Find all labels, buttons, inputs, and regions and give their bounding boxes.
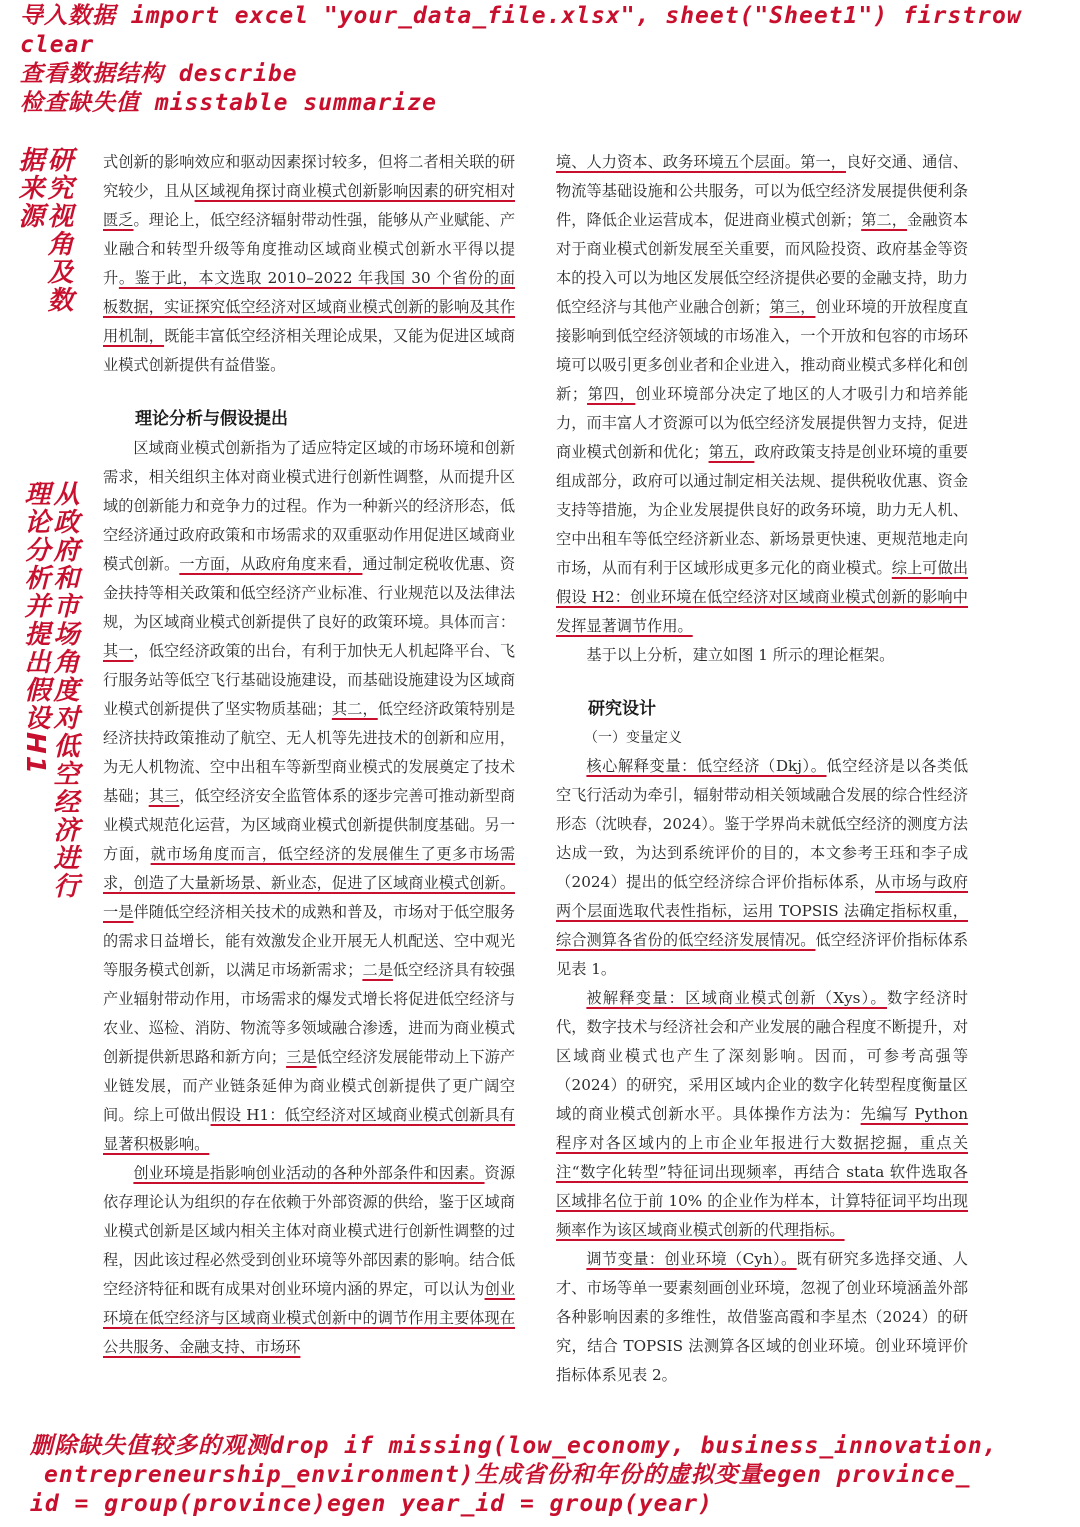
underlined-text: 被解释变量：区域商业模式创新（Xys）。	[586, 989, 887, 1007]
underlined-text: 假设 H1：低空经济对区域商业模式创新具有显著积极影响。	[103, 1106, 515, 1153]
paragraph	[556, 752, 968, 984]
text-run: 式创新的影响效应和驱动因素探讨较多，但将二者相关联的研究较少，且从	[103, 153, 515, 200]
text-run: 资源依存理论认为组织的存在依赖于外部资源的供给，鉴于区域商业模式创新是区域内相关主体对商业模式进行创新性调整的过程，因此该过程必然受到创业环境等外部因素的影响。结合低空经济特征和既有成果对创业环境内涵的界定，可以认为	[103, 1164, 516, 1298]
side-annotation-hypothesis: 从政府和市场角度对低空经济进行理论分析并提出假设H1	[20, 480, 79, 900]
side-annotation-research: 研究视角及数据来源	[14, 146, 73, 314]
top-annotation	[20, 2, 1022, 118]
text-run: 低空经济具有较强产业辐射带动作用，市场需求的爆发式增长将促进低空经济与农业、巡检、消防、物流等多领域融合渗透，进而为商业模式创新提供新思路和新方向；	[103, 961, 516, 1066]
text-run: 政府政策支持是创业环境的重要组成部分，政府可以通过制定相关法规、提供税收优惠、资金支持等措施，为企业发展提供良好的政务环境，助力无人机、空中出租车等低空经济新业态、新场景更快速、更规范地走向市场，从而有利于区域形成更多元化的商业模式。	[556, 443, 969, 577]
annotation-line: clear	[20, 32, 95, 58]
text-run: 创业环境的开放程度直接影响到低空经济领域的市场准入，一个开放和包容的市场环境可以吸引更多创业者和企业进入，推动商业模式多样化和创新；	[556, 298, 969, 403]
annotation-line: id = group(province)egen year_id = group(year)	[30, 1491, 713, 1517]
underlined-text: 综上可做出假设 H2：创业环境在低空经济对区域商业模式创新的影响中发挥显著调节作用。	[556, 559, 969, 635]
annotation-line: 查看数据结构 describe	[20, 61, 298, 87]
right-column	[556, 148, 968, 1390]
subsection-heading: （一）变量定义	[584, 730, 682, 746]
underlined-text: 调节变量：创业环境（Cyh）。	[586, 1250, 797, 1268]
text-run: 区域商业模式创新指为了适应特定区域的市场环境和创新需求，相关组织主体对商业模式进行创新性调整，从而提升区域的创新能力和竞争力的过程。作为一种新兴的经济形态，低空经济通过政府政策和市场需求的双重驱动作用促进区域商业模式创新。	[103, 439, 515, 573]
underlined-text: 二是	[362, 961, 393, 979]
text-run: 既能丰富低空经济相关理论成果，又能为促进区域商业模式创新提供有益借鉴。	[103, 327, 516, 374]
text-run: 通过制定税收优惠、资金扶持等相关政策和低空经济产业标准、行业规范以及法律法规，为区域商业模式创新提供了良好的政策环境。具体而言：	[103, 555, 516, 631]
text-run: 既有研究多选择交通、人才、市场等单一要素刻画创业环境，忽视了创业环境涵盖外部各种影响因素的多维性，故借鉴高霞和李星杰（2024）的研究，结合 TOPSIS 法测算各区域的创业环境。创业环境评价指标体系见表 2。	[556, 1250, 968, 1384]
underlined-text: 一是	[103, 903, 134, 921]
text-run: 低空经济评价指标体系见表 1。	[556, 931, 969, 978]
text-run: 低空经济政策特别是经济扶持政策推动了航空、无人机等先进技术的创新和应用，为无人机物流、空中出租车等新型商业模式的发展奠定了技术基础；	[103, 700, 516, 805]
left-column	[103, 148, 515, 1362]
section-heading: 研究设计	[588, 699, 656, 719]
paragraph	[103, 434, 515, 1159]
text-run: ，低空经济安全监管体系的逐步完善可推动新型商业模式规范化运营，为区域商业模式创新提供制度基础。另一方面，	[103, 787, 516, 863]
paragraph	[556, 984, 968, 1245]
underlined-text: 其二，	[331, 700, 378, 718]
text-run: 良好交通、通信、物流等基础设施和公共服务，可以为低空经济发展提供便利条件，降低企业运营成本，促进商业模式创新；	[556, 153, 969, 229]
text-run: 金融资本对于商业模式创新发展至关重要，而风险投资、政府基金等资本的投入可以为地区发展低空经济提供必要的金融支持，助力低空经济与其他产业融合创新；	[556, 211, 969, 316]
underlined-text: 创业环境是指影响创业活动的各种外部条件和因素。	[133, 1164, 485, 1182]
underlined-text: 创业环境在低空经济与区域商业模式创新中的调节作用主要体现在公共服务、金融支持、市场环	[103, 1280, 516, 1356]
paragraph	[103, 148, 515, 380]
bottom-annotation	[30, 1432, 1070, 1519]
text-run: 数字经济时代，数字技术与经济社会和产业发展的融合程度不断提升，对区域商业模式也产生了深刻影响。因而，可参考高强等（2024）的研究，采用区域内企业的数字化转型程度衡量区域的商业模式创新水平。具体操作方法为：	[556, 989, 968, 1123]
underlined-text: 就市场角度而言，低空经济的发展催生了更多市场需求，创造了大量新场景、新业态，促进了区域商业模式创新。	[103, 845, 516, 892]
text-run: ，低空经济政策的出台，有利于加快无人机起降平台、飞行服务站等低空飞行基础设施建设，而基础设施建设为区域商业模式创新提供了坚实物质基础；	[103, 642, 516, 718]
underlined-text: 境、人力资本、政务环境五个层面。第一，	[556, 153, 846, 171]
underlined-text: 一方面，从政府角度来看，	[179, 555, 363, 573]
text-run: 伴随低空经济相关技术的成熟和普及，市场对于低空服务的需求日益增长，能有效激发企业开展无人机配送、空中观光等服务模式创新，以满足市场新需求；	[103, 903, 516, 979]
paragraph	[103, 1159, 515, 1362]
underlined-text: 其一	[103, 642, 134, 660]
paragraph: 基于以上分析，建立如图 1 所示的理论框架。	[586, 646, 895, 664]
text-run: 。理论上，低空经济辐射带动性强，能够从产业赋能、产业融合和转型升级等角度推动区域商业模式创新水平得以提升	[103, 211, 516, 287]
underlined-text: 。鉴于此，本文选取 2010–2022 年我国 30 个省份的面板数据，实证探究低空经济对区域商业模式创新的影响及其作用机制，	[103, 269, 515, 345]
section-heading: 理论分析与假设提出	[135, 409, 288, 429]
underlined-text: 先编写 Python 程序对各区域内的上市企业年报进行大数据挖掘，重点关注“数字化转型”特征词出现频率，再结合 stata 软件选取各区域排名位于前 10% 的企业作为样本，计算特征词平均出现频率作为该区域商业模式创新的代理指标。	[556, 1105, 969, 1239]
underlined-text: 其三	[148, 787, 180, 805]
underlined-text: 第五，	[708, 443, 755, 461]
underlined-text: 核心解释变量：低空经济（Dkj）。	[586, 757, 827, 775]
text-run: 低空经济是以各类低空飞行活动为牵引，辐射带动相关领域融合发展的综合性经济形态（沈映春，2024）。鉴于学界尚未就低空经济的测度方法达成一致，为达到系统评价的目的，本文参考王珏和李子成（2024）提出的低空经济综合评价指标体系，	[556, 757, 969, 891]
text-run: 低空经济发展能带动上下游产业链发展，而产业链条延伸为商业模式创新提供了更广阔空间。综上可做出	[103, 1048, 516, 1124]
underlined-text: 从市场与政府两个层面选取代表性指标，运用 TOPSIS 法确定指标权重，综合测算各省份的低空经济发展情况。	[556, 873, 968, 949]
annotation-line: 检查缺失值 misstable summarize	[20, 90, 437, 116]
underlined-text: 第三，	[769, 298, 816, 316]
underlined-text: 第四，	[587, 385, 636, 403]
annotation-line: 删除缺失值较多的观测drop if missing(low_economy, business_innovation,	[30, 1433, 998, 1459]
paragraph	[556, 148, 968, 641]
paragraph	[556, 1245, 968, 1390]
annotation-line: entrepreneurship_environment)生成省份和年份的虚拟变量egen province_	[44, 1462, 971, 1488]
text-run: 创业环境部分决定了地区的人才吸引力和培养能力，而丰富人才资源可以为低空经济发展提供智力支持，促进商业模式创新和优化；	[556, 385, 969, 461]
underlined-text: 三是	[286, 1048, 317, 1066]
underlined-text: 区域视角探讨商业模式创新影响因素的研究相对匮乏	[103, 182, 516, 229]
annotation-line: 导入数据 import excel "your_data_file.xlsx", sheet("Sheet1") firstrow	[20, 3, 1022, 29]
underlined-text: 第二，	[861, 211, 908, 229]
